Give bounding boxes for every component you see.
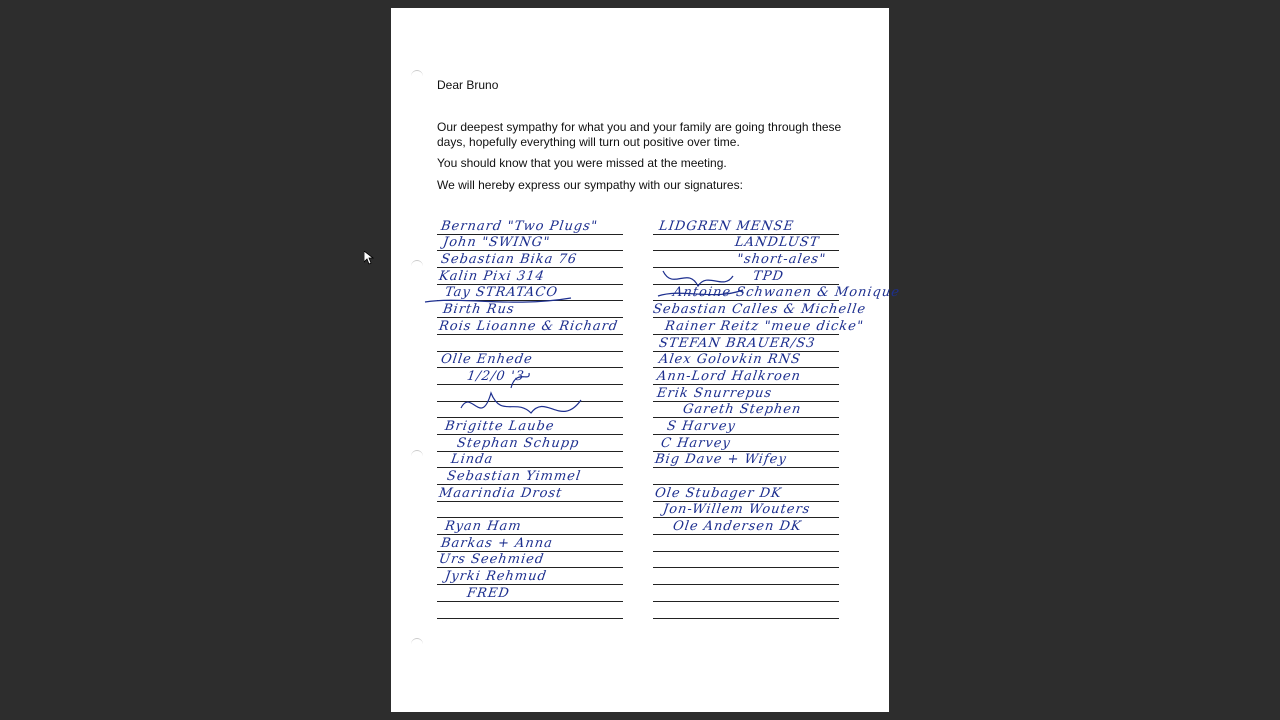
- signature-line: [653, 585, 839, 602]
- signature-line: [437, 552, 623, 569]
- signature-line: [437, 402, 623, 419]
- signature-line: [653, 385, 839, 402]
- signature-line: [653, 218, 839, 235]
- signature-text: FRED: [465, 585, 511, 601]
- signature-line: [653, 568, 839, 585]
- signature-line: [653, 368, 839, 385]
- punch-hole-mark: [411, 450, 423, 463]
- signature-text: Sebastian Yimmel: [445, 469, 583, 484]
- signature-text: 1/2/0 '3: [465, 368, 526, 384]
- signature-line: [437, 385, 623, 402]
- signature-line: [653, 402, 839, 419]
- signature-text: Ole Stubager DK: [653, 485, 783, 501]
- signature-text: Ann-Lord Halkroen: [655, 368, 802, 384]
- signature-text: Urs Seehmied: [437, 552, 546, 568]
- signature-text: Maarindia Drost: [437, 485, 564, 501]
- signature-line: [437, 251, 623, 268]
- signature-text: Bernard "Two Plugs": [439, 218, 599, 234]
- signature-text: Sebastian Calles & Michelle: [651, 302, 868, 318]
- signature-text: Erik Snurrepus: [655, 385, 774, 401]
- signature-text: Big Dave + Wifey: [653, 452, 788, 468]
- signature-text: Ole Andersen DK: [671, 519, 803, 535]
- signature-column-left: [437, 218, 623, 619]
- signature-line: [651, 301, 868, 318]
- signature-text: Linda: [449, 452, 495, 468]
- signature-line: [653, 268, 839, 285]
- letter-greeting: Dear Bruno: [437, 78, 499, 92]
- signature-line: [437, 318, 623, 335]
- signature-text: Birth Rus: [441, 302, 516, 318]
- signature-line: [653, 352, 839, 369]
- signature-line: [653, 518, 839, 535]
- signature-line: [437, 535, 623, 552]
- signature-text: Jon-Willem Wouters: [661, 502, 812, 518]
- punch-hole-mark: [411, 638, 423, 651]
- signature-line: [437, 301, 623, 318]
- signature-text: Jyrki Rehmud: [443, 569, 548, 585]
- mouse-cursor-icon: [364, 251, 374, 265]
- signature-line: [437, 352, 623, 369]
- signature-line: [653, 318, 865, 335]
- signature-text: C Harvey: [659, 435, 732, 451]
- signature-line: [437, 502, 623, 519]
- signature-line: [437, 435, 623, 452]
- signature-line: [437, 418, 623, 435]
- signature-line: [653, 602, 839, 619]
- signature-line: [653, 335, 839, 352]
- signature-column-right: [651, 218, 901, 619]
- signature-text: Olle Enhede: [439, 352, 534, 368]
- signature-line: [653, 452, 839, 469]
- signature-text: Rois Lioanne & Richard: [437, 318, 620, 334]
- document-page: [391, 8, 901, 712]
- punch-hole-mark: [411, 260, 423, 273]
- signature-text: Brigitte Laube: [443, 418, 556, 434]
- signature-line: [437, 268, 623, 285]
- signature-text: S Harvey: [665, 418, 737, 434]
- signature-line: [653, 485, 839, 502]
- signature-text: TPD: [751, 268, 785, 284]
- signature-line: [437, 468, 623, 485]
- signature-text: LANDLUST: [733, 235, 821, 251]
- signature-text: STEFAN BRAUER/S3: [657, 335, 817, 351]
- signature-line: [653, 418, 839, 435]
- signature-text: John "SWING": [441, 235, 552, 251]
- signature-line: [653, 502, 839, 519]
- signature-text: "short-ales": [735, 252, 827, 268]
- signature-text: Gareth Stephen: [681, 402, 803, 418]
- signature-text: Rainer Reitz "meue dicke": [663, 318, 865, 334]
- letter-paragraph: You should know that you were missed at the meeting.: [437, 156, 727, 170]
- signature-line: [437, 585, 623, 602]
- signature-text: Ryan Ham: [443, 519, 523, 535]
- signature-text: Barkas + Anna: [439, 535, 554, 551]
- signature-line: [437, 568, 623, 585]
- signature-line: [653, 285, 901, 302]
- signature-text: Tay STRATACO: [443, 285, 559, 301]
- letter-paragraph: Our deepest sympathy for what you and your family are going through these days, hopefully everything will turn out positive over time.: [437, 120, 842, 149]
- signature-line: [653, 468, 839, 485]
- signature-text: Stephan Schupp: [455, 435, 581, 451]
- signature-line: [437, 518, 623, 535]
- signature-line: [653, 435, 839, 452]
- signature-line: [653, 535, 839, 552]
- signature-text: Antoine Schwanen & Monique: [671, 285, 901, 301]
- signature-line: [437, 235, 623, 252]
- signature-text: Alex Golovkin RNS: [657, 352, 802, 368]
- punch-hole-mark: [411, 70, 423, 83]
- signature-text: Sebastian Bika 76: [439, 252, 579, 268]
- signature-line: [437, 335, 623, 352]
- letter-paragraph: We will hereby express our sympathy with our signatures:: [437, 178, 743, 192]
- signature-line: [653, 235, 839, 252]
- signature-line: [653, 251, 839, 268]
- signature-text: LIDGREN MENSE: [657, 218, 795, 234]
- signature-line: [437, 218, 623, 235]
- signature-line: [653, 552, 839, 569]
- signature-line: [437, 452, 623, 469]
- signature-text: Kalin Pixi 314: [437, 268, 546, 284]
- signature-line: [437, 368, 623, 385]
- signature-line: [437, 285, 623, 302]
- signature-line: [437, 485, 623, 502]
- signature-line: [437, 602, 623, 619]
